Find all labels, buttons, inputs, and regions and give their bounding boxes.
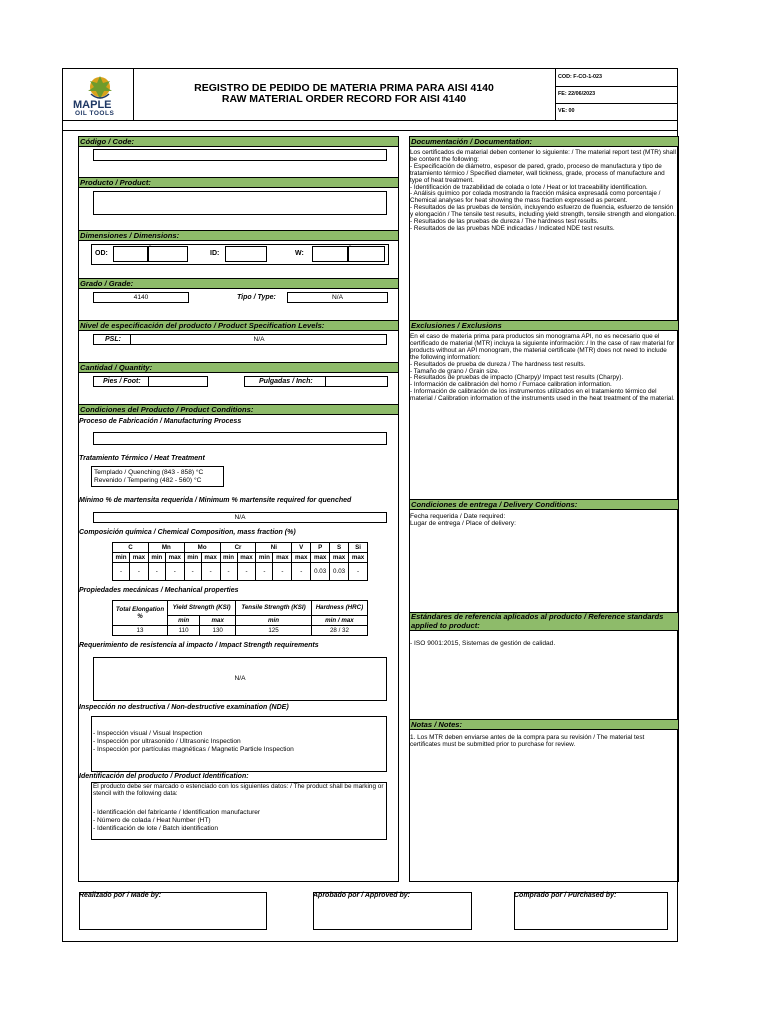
chem-val[interactable]: - — [184, 563, 201, 581]
delivery-bar: Condiciones de entrega / Delivery Conditions: — [409, 499, 679, 510]
product-field[interactable] — [93, 191, 387, 215]
code-bar: Código / Code: — [78, 136, 399, 147]
id-label: ID: — [210, 250, 220, 257]
w-field[interactable] — [312, 246, 348, 262]
chem-val[interactable]: - — [220, 563, 237, 581]
approved-by-field[interactable] — [313, 892, 472, 930]
psl-value[interactable]: N/A — [253, 336, 265, 343]
temper-text: Revenido / Tempering (482 - 560) °C — [94, 477, 202, 484]
nde-line: - Inspección por ultrasonido / Ultrasonic Inspection — [93, 738, 241, 745]
chem-val[interactable]: - — [292, 563, 311, 581]
mech-h: Total Elongation % — [113, 601, 168, 626]
doc-code: COD: F-CO-1-023 — [558, 74, 603, 80]
w-label: W: — [295, 250, 304, 257]
standards-bar: Estándares de referencia aplicados al producto / Reference standards applied to product: — [409, 612, 679, 631]
mech-val[interactable]: 110 — [168, 626, 200, 636]
manufacturing-field[interactable] — [93, 432, 387, 445]
doc-item: - Especificación de diámetro, espesor de pared, grado, proceso de manufactura y tipo de tratamiento térmico / Specified diameter, wall tickness, grade, process of manufacture and type of heat treatment. — [410, 162, 665, 184]
od-inch-mark: " — [149, 245, 152, 252]
heat-treatment-label: Tratamiento Térmico / Heat Treatment — [79, 455, 205, 462]
chem-mm: max — [165, 553, 184, 563]
mech-h: Hardness (HRC) — [311, 601, 367, 616]
mech-sub: min — [168, 616, 200, 626]
inch-divider — [325, 376, 326, 387]
exclusions-bar: Exclusiones / Exclusions — [409, 320, 679, 331]
chem-mm: max — [237, 553, 256, 563]
chem-el: Ni — [256, 543, 292, 553]
excl-item: - Resultados de prueba de dureza / The hardness test results. — [410, 360, 586, 368]
chem-val[interactable]: 0.03 — [330, 563, 349, 581]
mech-label: Propiedades mecánicas / Mechanical properties — [79, 587, 239, 594]
conditions-bar: Condiciones del Producto / Product Conditions: — [78, 404, 399, 415]
chem-val[interactable]: - — [256, 563, 273, 581]
excl-item: - Tamaño de grano / Grain size. — [410, 367, 500, 375]
product-bar: Producto / Product: — [78, 177, 399, 188]
mech-h: Tensile Strength (KSI) — [236, 601, 312, 616]
chem-el: P — [311, 543, 330, 553]
excl-intro: En el caso de materia prima para productos sin monograma API, no es necesario que el certificado de material (MTR) incluya la siguiente información: / In the case of raw material for products without an API monogram, the material certificate (MTR) does not need to include the following information: — [410, 333, 675, 361]
doc-item: - Resultados de las pruebas de tensión, incluyendo esfuerzo de fluencia, esfuerzo de tensión y elongación / The tensile test results, including yield strength, tensile strength and elongation. — [410, 204, 676, 219]
mech-val[interactable]: 125 — [236, 626, 312, 636]
chem-mm: max — [201, 553, 220, 563]
made-by-field[interactable] — [79, 892, 267, 930]
quantity-bar: Cantidad / Quantity: — [78, 362, 399, 373]
chem-table — [112, 542, 368, 581]
impact-value: N/A — [234, 675, 246, 682]
chem-label: Composición química / Chemical Composition, mass fraction (%) — [79, 529, 296, 536]
chem-val[interactable]: - — [237, 563, 256, 581]
w-inch-mark: " — [349, 245, 352, 252]
nde-label: Inspección no destructiva / Non-destructive examination (NDE) — [79, 704, 289, 711]
chem-mm: min — [113, 553, 130, 563]
chem-mm: min — [220, 553, 237, 563]
chem-mm: max — [330, 553, 349, 563]
delivery-date[interactable]: Fecha requerida / Date required: — [410, 513, 506, 520]
documentation-text — [410, 150, 677, 233]
id-field[interactable] — [225, 246, 267, 262]
documentation-bar: Documentación / Documentation: — [409, 136, 679, 147]
grade-bar: Grado / Grade: — [78, 278, 399, 289]
chem-el: Cr — [220, 543, 256, 553]
header-divider — [555, 68, 556, 120]
impact-label: Requerimiento de resistencia al impacto / Impact Strength requirements — [79, 642, 319, 649]
standards-text: - ISO 9001:2015, Sistemas de gestión de calidad. — [410, 640, 556, 647]
chem-val[interactable]: - — [113, 563, 130, 581]
chem-mm: max — [349, 553, 368, 563]
excl-item: - Información de calibración de los instrumentos utilizados en el tratamiento térmico del material / Calibration information of the instruments used in the heat treatment of the material. — [410, 388, 675, 403]
logo-text-top: MAPLE — [73, 99, 112, 111]
mech-sub: min / max — [311, 616, 367, 626]
header-spacer-line — [62, 130, 678, 131]
psl-label: PSL: — [105, 336, 121, 343]
chem-el: V — [292, 543, 311, 553]
feet-label: Pies / Foot: — [103, 378, 141, 385]
chem-el: C — [113, 543, 149, 553]
delivery-place[interactable]: Lugar de entrega / Place of delivery: — [410, 520, 516, 527]
inch-label: Pulgadas / Inch: — [259, 378, 313, 385]
chem-val[interactable]: - — [165, 563, 184, 581]
chem-val[interactable]: - — [129, 563, 148, 581]
purchased-by-label: Comprado por / Purchased by: — [514, 892, 617, 899]
feet-divider — [148, 376, 149, 387]
chem-mm: max — [292, 553, 311, 563]
chem-val[interactable]: 0.03 — [311, 563, 330, 581]
mech-sub: max — [200, 616, 236, 626]
chem-el: Mo — [184, 543, 220, 553]
chem-val[interactable]: - — [349, 563, 368, 581]
doc-intro: Los certificados de material deben contener lo siguiente: / The material report test (MTR) shall be content the following: — [410, 149, 676, 163]
exclusions-text — [410, 334, 677, 403]
mech-val[interactable]: 130 — [200, 626, 236, 636]
type-value[interactable]: N/A — [287, 292, 388, 303]
nde-line: - Inspección visual / Visual Inspection — [93, 730, 203, 737]
doc-version: VE: 00 — [558, 108, 575, 114]
purchased-by-field[interactable] — [514, 892, 668, 930]
chem-mm: min — [148, 553, 165, 563]
martensite-value[interactable]: N/A — [93, 512, 387, 523]
chem-values-row — [113, 563, 368, 581]
page-title-es: REGISTRO DE PEDIDO DE MATERIA PRIMA PARA AISI 4140 — [194, 82, 494, 94]
header-divider — [555, 103, 678, 104]
chem-val[interactable]: - — [201, 563, 220, 581]
od-label: OD: — [95, 250, 108, 257]
ident-line: - Número de colada / Heat Number (HT) — [93, 817, 211, 824]
doc-date: FE: 22/06/2023 — [558, 91, 596, 97]
nde-line: - Inspección por partículas magnéticas / Magnetic Particle Inspection — [93, 746, 294, 753]
chem-mm: max — [311, 553, 330, 563]
w-unit-field[interactable] — [348, 246, 385, 262]
chem-mm: max — [129, 553, 148, 563]
chem-minmax-row — [113, 553, 368, 563]
doc-item: - Análisis químico por colada mostrando la fracción másica expresada como porcentaje / Chemical analyses for heat showing the mass fraction expressed as percent. — [410, 190, 661, 205]
page-title-en: RAW MATERIAL ORDER RECORD FOR AISI 4140 — [221, 93, 467, 105]
ident-line: - Identificación de lote / Batch identification — [93, 825, 218, 832]
chem-mm: min — [184, 553, 201, 563]
doc-item: - Resultados de las pruebas de dureza / The hardness test results. — [410, 218, 599, 226]
notes-text: 1. Los MTR deben enviarse antes de la compra para su revisión / The material test certificates must be submitted prior to purchase for review. — [410, 734, 645, 748]
doc-item: - Identificación de trazabilidad de colada o lote / Heat or lot traceability identification. — [410, 183, 648, 191]
code-field[interactable] — [93, 149, 387, 161]
chem-elements-row — [113, 543, 368, 553]
od-unit-field[interactable] — [148, 246, 188, 262]
ident-text: El producto debe ser marcado o estenciado con los siguientes datos: / The product shall be marking or stencil with the following data: — [93, 783, 384, 797]
ident-label: Identificación del producto / Product Identification: — [79, 773, 249, 780]
manufacturing-label: Proceso de Fabricación / Manufacturing Process — [79, 418, 242, 425]
header-divider — [555, 86, 678, 87]
mech-header-row — [113, 601, 368, 616]
od-field[interactable] — [113, 246, 148, 262]
psl-bar: Nivel de especificación del producto / Product Specification Levels: — [78, 320, 399, 331]
company-logo — [72, 72, 128, 118]
maple-leaf-icon — [72, 72, 128, 102]
chem-val[interactable]: - — [273, 563, 292, 581]
notes-bar: Notas / Notes: — [409, 719, 679, 730]
martensite-label: Mínimo % de martensita requerida / Minimum % martensite required for quenched — [79, 497, 352, 504]
ident-line: - Identificación del fabricante / Identification manufacturer — [93, 809, 261, 816]
mech-h: Yield Strength (KSI) — [168, 601, 236, 616]
type-label: Tipo / Type: — [237, 294, 276, 301]
approved-by-label: Aprobado por / Approved by: — [313, 892, 410, 899]
chem-mm: min — [256, 553, 273, 563]
chem-val[interactable]: - — [148, 563, 165, 581]
logo-text-bottom: OIL TOOLS — [75, 110, 115, 117]
grade-value[interactable]: 4140 — [93, 292, 189, 303]
made-by-label: Realizado por / Made by: — [79, 892, 162, 899]
excl-item: - Resultados de pruebas de impacto (Charpy)/ Impact test results (Charpy). — [410, 374, 624, 382]
chem-el: Si — [349, 543, 368, 553]
chem-mm: max — [273, 553, 292, 563]
mech-table — [112, 600, 368, 636]
chem-el: Mn — [148, 543, 184, 553]
quench-text: Templado / Quenching (843 - 858) °C — [94, 469, 204, 476]
dimensions-bar: Dimensiones / Dimensions: — [78, 230, 399, 241]
mech-values-row — [113, 626, 368, 636]
excl-item: - Información de calibración del horno / Furnace calibration information. — [410, 381, 612, 389]
mech-val[interactable]: 28 / 32 — [311, 626, 367, 636]
header-bottom-line — [62, 120, 678, 121]
mech-val[interactable]: 13 — [113, 626, 168, 636]
doc-item: - Resultados de las pruebas NDE indicadas / Indicated NDE test results. — [410, 224, 615, 232]
mech-sub: min — [236, 616, 312, 626]
chem-el: S — [330, 543, 349, 553]
